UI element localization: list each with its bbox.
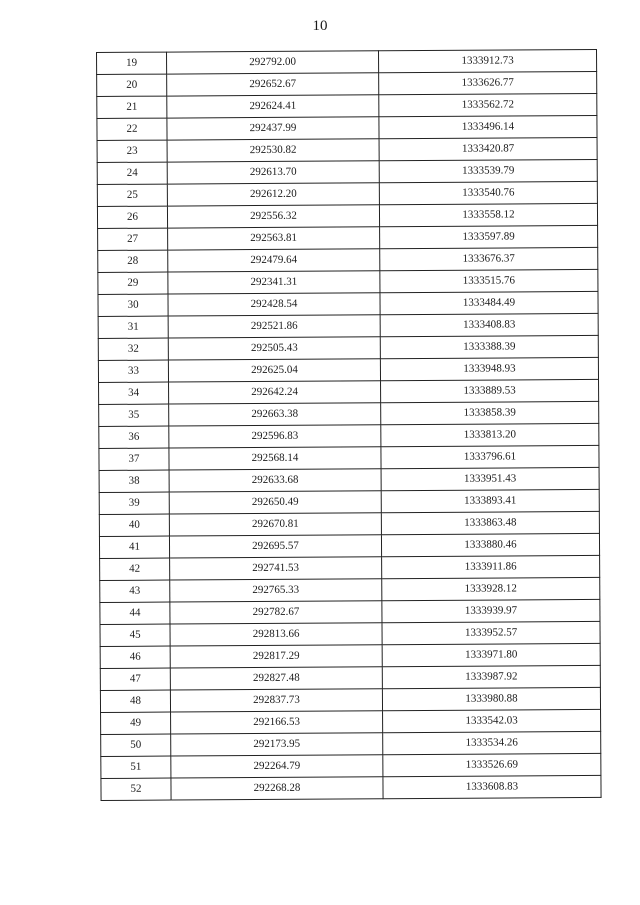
- point-number-cell: 41: [99, 536, 169, 558]
- table-row: [97, 159, 597, 184]
- x-coordinate-cell: 292556.32: [167, 205, 379, 228]
- table-row: [97, 93, 597, 118]
- table-row: [101, 753, 601, 778]
- point-number-cell: 49: [101, 712, 171, 734]
- point-number-cell: 19: [97, 52, 167, 74]
- coordinates-table: [96, 49, 602, 801]
- x-coordinate-cell: 292624.41: [167, 95, 379, 118]
- point-number-cell: 35: [99, 404, 169, 426]
- y-coordinate-cell: 1333813.20: [381, 423, 599, 446]
- table-row: [99, 489, 599, 514]
- x-coordinate-cell: 292837.73: [170, 689, 382, 712]
- table-row: [97, 181, 597, 206]
- x-coordinate-cell: 292596.83: [169, 425, 381, 448]
- point-number-cell: 24: [97, 162, 167, 184]
- point-number-cell: 29: [98, 272, 168, 294]
- x-coordinate-cell: 292817.29: [170, 645, 382, 668]
- point-number-cell: 32: [98, 338, 168, 360]
- point-number-cell: 50: [101, 734, 171, 756]
- x-coordinate-cell: 292428.54: [168, 293, 380, 316]
- table-row: [100, 621, 600, 646]
- point-number-cell: 20: [97, 74, 167, 96]
- x-coordinate-cell: 292505.43: [168, 337, 380, 360]
- point-number-cell: 36: [99, 426, 169, 448]
- y-coordinate-cell: 1333676.37: [380, 247, 598, 270]
- x-coordinate-cell: 292173.95: [171, 733, 383, 756]
- point-number-cell: 21: [97, 96, 167, 118]
- table-row: [97, 115, 597, 140]
- y-coordinate-cell: 1333980.88: [382, 687, 600, 710]
- coordinates-table-body: [97, 49, 602, 800]
- y-coordinate-cell: 1333948.93: [380, 357, 598, 380]
- x-coordinate-cell: 292813.66: [170, 623, 382, 646]
- point-number-cell: 25: [97, 184, 167, 206]
- x-coordinate-cell: 292613.70: [167, 161, 379, 184]
- table-row: [101, 775, 601, 800]
- x-coordinate-cell: 292765.33: [170, 579, 382, 602]
- y-coordinate-cell: 1333562.72: [379, 93, 597, 116]
- table-row: [97, 49, 597, 74]
- table-row: [99, 423, 599, 448]
- y-coordinate-cell: 1333889.53: [381, 379, 599, 402]
- x-coordinate-cell: 292568.14: [169, 447, 381, 470]
- table-row: [98, 335, 598, 360]
- x-coordinate-cell: 292521.86: [168, 315, 380, 338]
- y-coordinate-cell: 1333912.73: [378, 49, 596, 72]
- table-row: [99, 401, 599, 426]
- table-row: [97, 71, 597, 96]
- table-row: [99, 379, 599, 404]
- table-row: [99, 533, 599, 558]
- point-number-cell: 45: [100, 624, 170, 646]
- x-coordinate-cell: 292268.28: [171, 777, 383, 800]
- y-coordinate-cell: 1333420.87: [379, 137, 597, 160]
- point-number-cell: 39: [99, 492, 169, 514]
- x-coordinate-cell: 292341.31: [168, 271, 380, 294]
- point-number-cell: 38: [99, 470, 169, 492]
- table-row: [98, 313, 598, 338]
- table-row: [98, 247, 598, 272]
- table-row: [98, 269, 598, 294]
- y-coordinate-cell: 1333911.86: [382, 555, 600, 578]
- x-coordinate-cell: 292782.67: [170, 601, 382, 624]
- table-row: [98, 225, 598, 250]
- point-number-cell: 46: [100, 646, 170, 668]
- y-coordinate-cell: 1333952.57: [382, 621, 600, 644]
- y-coordinate-cell: 1333539.79: [379, 159, 597, 182]
- table-row: [98, 357, 598, 382]
- point-number-cell: 40: [99, 514, 169, 536]
- y-coordinate-cell: 1333526.69: [383, 753, 601, 776]
- point-number-cell: 22: [97, 118, 167, 140]
- x-coordinate-cell: 292792.00: [167, 51, 379, 74]
- table-row: [101, 709, 601, 734]
- point-number-cell: 30: [98, 294, 168, 316]
- table-row: [99, 511, 599, 536]
- x-coordinate-cell: 292695.57: [169, 535, 381, 558]
- table-row: [99, 445, 599, 470]
- point-number-cell: 43: [100, 580, 170, 602]
- y-coordinate-cell: 1333408.83: [380, 313, 598, 336]
- y-coordinate-cell: 1333987.92: [382, 665, 600, 688]
- x-coordinate-cell: 292479.64: [168, 249, 380, 272]
- y-coordinate-cell: 1333893.41: [381, 489, 599, 512]
- point-number-cell: 52: [101, 778, 171, 800]
- table-row: [99, 467, 599, 492]
- x-coordinate-cell: 292633.68: [169, 469, 381, 492]
- x-coordinate-cell: 292437.99: [167, 117, 379, 140]
- y-coordinate-cell: 1333496.14: [379, 115, 597, 138]
- x-coordinate-cell: 292741.53: [170, 557, 382, 580]
- y-coordinate-cell: 1333863.48: [381, 511, 599, 534]
- table-row: [100, 555, 600, 580]
- point-number-cell: 48: [100, 690, 170, 712]
- page-number: 10: [312, 18, 328, 34]
- point-number-cell: 47: [100, 668, 170, 690]
- y-coordinate-cell: 1333597.89: [380, 225, 598, 248]
- table-row: [97, 137, 597, 162]
- point-number-cell: 42: [100, 558, 170, 580]
- y-coordinate-cell: 1333951.43: [381, 467, 599, 490]
- y-coordinate-cell: 1333796.61: [381, 445, 599, 468]
- x-coordinate-cell: 292652.67: [167, 73, 379, 96]
- x-coordinate-cell: 292650.49: [169, 491, 381, 514]
- x-coordinate-cell: 292827.48: [170, 667, 382, 690]
- table-row: [100, 577, 600, 602]
- y-coordinate-cell: 1333388.39: [380, 335, 598, 358]
- x-coordinate-cell: 292642.24: [169, 381, 381, 404]
- table-row: [101, 731, 601, 756]
- point-number-cell: 28: [98, 250, 168, 272]
- table-row: [97, 203, 597, 228]
- y-coordinate-cell: 1333558.12: [379, 203, 597, 226]
- x-coordinate-cell: 292264.79: [171, 755, 383, 778]
- y-coordinate-cell: 1333858.39: [381, 401, 599, 424]
- y-coordinate-cell: 1333515.76: [380, 269, 598, 292]
- point-number-cell: 33: [98, 360, 168, 382]
- y-coordinate-cell: 1333880.46: [381, 533, 599, 556]
- y-coordinate-cell: 1333626.77: [379, 71, 597, 94]
- table-row: [100, 599, 600, 624]
- x-coordinate-cell: 292612.20: [167, 183, 379, 206]
- y-coordinate-cell: 1333540.76: [379, 181, 597, 204]
- table-row: [100, 687, 600, 712]
- x-coordinate-cell: 292166.53: [171, 711, 383, 734]
- y-coordinate-cell: 1333484.49: [380, 291, 598, 314]
- point-number-cell: 23: [97, 140, 167, 162]
- y-coordinate-cell: 1333971.80: [382, 643, 600, 666]
- x-coordinate-cell: 292530.82: [167, 139, 379, 162]
- y-coordinate-cell: 1333542.03: [383, 709, 601, 732]
- y-coordinate-cell: 1333939.97: [382, 599, 600, 622]
- point-number-cell: 34: [99, 382, 169, 404]
- point-number-cell: 31: [98, 316, 168, 338]
- y-coordinate-cell: 1333608.83: [383, 775, 601, 798]
- x-coordinate-cell: 292663.38: [169, 403, 381, 426]
- x-coordinate-cell: 292625.04: [168, 359, 380, 382]
- point-number-cell: 26: [97, 206, 167, 228]
- point-number-cell: 51: [101, 756, 171, 778]
- table-row: [98, 291, 598, 316]
- point-number-cell: 37: [99, 448, 169, 470]
- table-row: [100, 643, 600, 668]
- y-coordinate-cell: 1333534.26: [383, 731, 601, 754]
- y-coordinate-cell: 1333928.12: [382, 577, 600, 600]
- table-row: [100, 665, 600, 690]
- point-number-cell: 27: [98, 228, 168, 250]
- x-coordinate-cell: 292670.81: [169, 513, 381, 536]
- x-coordinate-cell: 292563.81: [168, 227, 380, 250]
- point-number-cell: 44: [100, 602, 170, 624]
